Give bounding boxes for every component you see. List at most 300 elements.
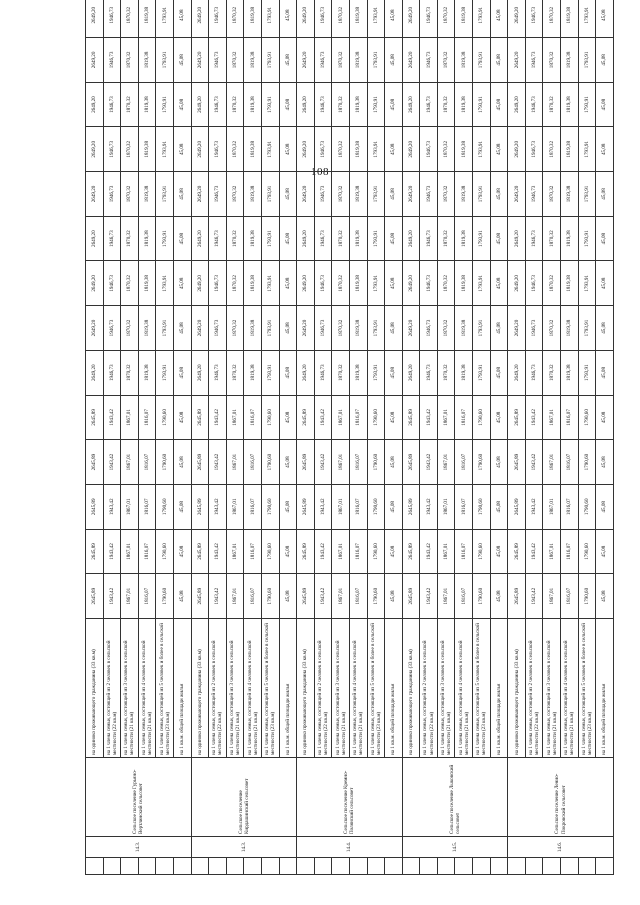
value-cell: 45,08 <box>596 216 614 261</box>
row-description: на 1 члена семьи, состоящей из 3 человек в сельской местности (21 кв.м) <box>226 619 244 758</box>
value-cell: 1946,73 <box>420 350 438 395</box>
value-cell: 1870,32 <box>437 216 455 261</box>
value-cell: 45,08 <box>385 350 403 395</box>
value-cell: 1819,38 <box>244 261 262 306</box>
value-cell: 1946,73 <box>314 127 332 172</box>
value-cell: 1943,42 <box>103 440 121 485</box>
value-cell: 1946,73 <box>103 0 121 38</box>
value-cell: 45,08 <box>596 82 614 127</box>
row-description: на 1 члена семьи, состоящей из 5 человек и более в сельской местности (23 кв.м) <box>156 619 174 758</box>
value-cell: 1819,38 <box>561 127 579 172</box>
value-cell: 1790,60 <box>578 529 596 574</box>
row-description: на одиноко проживающего гражданина (33 кв.м) <box>297 619 315 758</box>
value-cell: 2649,20 <box>508 261 526 306</box>
value-cell: 2649,20 <box>191 216 209 261</box>
value-cell: 1946,73 <box>209 261 227 306</box>
value-cell: 1870,32 <box>543 127 561 172</box>
value-cell: 1793,91 <box>367 127 385 172</box>
value-cell: 1943,42 <box>314 529 332 574</box>
value-cell: 1943,42 <box>103 395 121 440</box>
value-cell: 1870,32 <box>437 306 455 351</box>
value-cell: 1819,38 <box>455 306 473 351</box>
value-cell: 1816,07 <box>455 574 473 619</box>
value-cell: 1819,38 <box>561 0 579 38</box>
value-cell: 1870,32 <box>543 261 561 306</box>
value-cell: 1793,91 <box>473 127 491 172</box>
value-cell: 1870,32 <box>121 38 139 83</box>
tariff-table <box>85 0 614 875</box>
value-cell: 45,08 <box>490 261 508 306</box>
value-cell: 2645,89 <box>86 395 104 440</box>
value-cell: 1816,07 <box>349 440 367 485</box>
margin-cell <box>367 858 385 875</box>
value-cell: 1867,01 <box>437 529 455 574</box>
section-number: 14.4. <box>297 837 403 858</box>
value-cell: 1793,91 <box>473 350 491 395</box>
value-cell: 2645,89 <box>191 395 209 440</box>
row-description: на 1 члена семьи, состоящей из 2 человек в сельской местности (22 кв.м) <box>209 619 227 758</box>
value-cell: 1819,38 <box>561 38 579 83</box>
value-cell: 45,08 <box>596 484 614 529</box>
value-cell: 1819,38 <box>138 0 156 38</box>
value-cell: 2649,20 <box>191 350 209 395</box>
value-cell: 1819,38 <box>244 216 262 261</box>
value-cell: 2649,20 <box>86 82 104 127</box>
section-number: 14.6. <box>508 837 614 858</box>
settlement-name: Сельское поселение Кремно-Полянский сельсовет <box>297 758 403 837</box>
section-number: 14.3. <box>191 837 297 858</box>
value-cell: 1870,32 <box>226 261 244 306</box>
value-cell: 45,08 <box>173 216 191 261</box>
value-cell: 1819,38 <box>349 261 367 306</box>
value-cell: 1870,32 <box>332 172 350 217</box>
value-cell: 1867,01 <box>121 440 139 485</box>
value-cell: 1816,07 <box>244 395 262 440</box>
value-cell: 1819,38 <box>244 0 262 38</box>
value-cell: 1946,73 <box>103 172 121 217</box>
value-cell: 2649,20 <box>508 127 526 172</box>
value-cell: 1946,73 <box>314 350 332 395</box>
value-cell: 1819,38 <box>244 82 262 127</box>
value-cell: 45,08 <box>596 574 614 619</box>
row-description: на 1 кв.м. общей площади жилья <box>279 619 297 758</box>
value-cell: 1790,60 <box>578 440 596 485</box>
value-cell: 2649,20 <box>86 38 104 83</box>
value-cell: 1793,91 <box>261 38 279 83</box>
value-cell: 1819,38 <box>561 172 579 217</box>
value-cell: 45,08 <box>279 216 297 261</box>
value-cell: 1819,38 <box>455 261 473 306</box>
row-description: на 1 члена семьи, состоящей из 5 человек и более в сельской местности (23 кв.м) <box>473 619 491 758</box>
value-cell: 1870,32 <box>437 261 455 306</box>
value-cell: 45,08 <box>490 127 508 172</box>
value-cell: 1867,01 <box>543 529 561 574</box>
value-cell: 1870,32 <box>543 38 561 83</box>
value-cell: 2649,20 <box>297 216 315 261</box>
value-cell: 1867,01 <box>121 574 139 619</box>
value-cell: 1946,73 <box>525 306 543 351</box>
table-row <box>297 0 315 875</box>
value-cell: 45,08 <box>490 38 508 83</box>
value-cell: 1943,42 <box>209 574 227 619</box>
value-cell: 2645,89 <box>508 440 526 485</box>
page-number: 108 <box>311 166 329 178</box>
value-cell: 45,08 <box>279 38 297 83</box>
row-description: на 1 члена семьи, состоящей из 4 человек в сельской местности (21 кв.м) <box>561 619 579 758</box>
value-cell: 1793,91 <box>156 0 174 38</box>
value-cell: 2645,89 <box>508 574 526 619</box>
value-cell: 2645,89 <box>508 529 526 574</box>
row-description: на 1 члена семьи, состоящей из 5 человек и более в сельской местности (23 кв.м) <box>578 619 596 758</box>
row-description: на одиноко проживающего гражданина (33 кв.м) <box>191 619 209 758</box>
row-description: на 1 члена семьи, состоящей из 3 человек в сельской местности (21 кв.м) <box>543 619 561 758</box>
value-cell: 1819,38 <box>138 306 156 351</box>
value-cell: 1946,73 <box>209 306 227 351</box>
value-cell: 1816,07 <box>561 484 579 529</box>
value-cell: 45,08 <box>279 440 297 485</box>
value-cell: 2645,89 <box>297 529 315 574</box>
value-cell: 1943,42 <box>420 395 438 440</box>
value-cell: 1793,91 <box>261 82 279 127</box>
value-cell: 1816,07 <box>349 529 367 574</box>
value-cell: 1870,32 <box>543 306 561 351</box>
value-cell: 2649,20 <box>86 261 104 306</box>
row-description: на одиноко проживающего гражданина (33 кв.м) <box>86 619 104 758</box>
value-cell: 1867,01 <box>121 484 139 529</box>
value-cell: 1819,38 <box>138 82 156 127</box>
row-description: на 1 члена семьи, состоящей из 5 человек и более в сельской местности (23 кв.м) <box>261 619 279 758</box>
table-row <box>279 0 297 875</box>
value-cell: 45,08 <box>279 306 297 351</box>
value-cell: 1867,01 <box>437 484 455 529</box>
value-cell: 1943,42 <box>314 395 332 440</box>
value-cell: 1943,42 <box>209 529 227 574</box>
value-cell: 45,08 <box>385 306 403 351</box>
value-cell: 2649,20 <box>402 38 420 83</box>
margin-cell <box>86 858 104 875</box>
value-cell: 1870,32 <box>332 261 350 306</box>
margin-cell <box>490 858 508 875</box>
value-cell: 1793,91 <box>367 38 385 83</box>
value-cell: 2645,89 <box>402 440 420 485</box>
settlement-name: Сельское поселение Лыковский сельсовет <box>402 758 508 837</box>
value-cell: 45,08 <box>173 440 191 485</box>
row-description: на 1 кв.м. общей площади жилья <box>173 619 191 758</box>
margin-cell <box>508 858 526 875</box>
value-cell: 1819,38 <box>244 350 262 395</box>
margin-cell <box>402 858 420 875</box>
value-cell: 1793,91 <box>473 82 491 127</box>
value-cell: 1943,42 <box>525 440 543 485</box>
value-cell: 45,08 <box>385 261 403 306</box>
value-cell: 1943,42 <box>525 395 543 440</box>
value-cell: 1790,60 <box>578 574 596 619</box>
value-cell: 1793,91 <box>367 350 385 395</box>
margin-cell <box>226 858 244 875</box>
value-cell: 1790,60 <box>578 395 596 440</box>
value-cell: 1793,91 <box>367 82 385 127</box>
value-cell: 1819,38 <box>455 82 473 127</box>
value-cell: 1819,38 <box>455 127 473 172</box>
margin-cell <box>578 858 596 875</box>
value-cell: 1793,91 <box>261 127 279 172</box>
value-cell: 1793,91 <box>578 172 596 217</box>
value-cell: 1946,73 <box>525 38 543 83</box>
value-cell: 2645,89 <box>86 484 104 529</box>
value-cell: 1943,42 <box>209 395 227 440</box>
row-description: на одиноко проживающего гражданина (33 кв.м) <box>402 619 420 758</box>
value-cell: 1793,91 <box>156 38 174 83</box>
value-cell: 45,08 <box>173 529 191 574</box>
value-cell: 1819,38 <box>138 172 156 217</box>
margin-cell <box>103 858 121 875</box>
value-cell: 1819,38 <box>561 350 579 395</box>
value-cell: 45,08 <box>490 172 508 217</box>
value-cell: 1870,32 <box>437 82 455 127</box>
value-cell: 1946,73 <box>420 82 438 127</box>
value-cell: 1943,42 <box>420 440 438 485</box>
value-cell: 1946,73 <box>103 216 121 261</box>
value-cell: 2649,20 <box>86 306 104 351</box>
row-description: на 1 члена семьи, состоящей из 4 человек в сельской местности (21 кв.м) <box>244 619 262 758</box>
value-cell: 45,08 <box>385 127 403 172</box>
margin-cell <box>173 858 191 875</box>
value-cell: 1790,60 <box>156 484 174 529</box>
value-cell: 1943,42 <box>420 574 438 619</box>
value-cell: 1870,32 <box>121 306 139 351</box>
value-cell: 1946,73 <box>314 172 332 217</box>
value-cell: 1946,73 <box>209 82 227 127</box>
value-cell: 1793,91 <box>367 306 385 351</box>
value-cell: 2645,89 <box>402 529 420 574</box>
value-cell: 1943,42 <box>525 484 543 529</box>
value-cell: 2645,89 <box>86 574 104 619</box>
value-cell: 45,08 <box>385 38 403 83</box>
value-cell: 45,08 <box>490 574 508 619</box>
value-cell: 2649,20 <box>86 172 104 217</box>
value-cell: 1793,91 <box>261 172 279 217</box>
value-cell: 1816,07 <box>138 440 156 485</box>
value-cell: 2649,20 <box>191 0 209 38</box>
value-cell: 1867,01 <box>543 484 561 529</box>
value-cell: 2649,20 <box>402 0 420 38</box>
value-cell: 1819,38 <box>349 172 367 217</box>
value-cell: 2649,20 <box>297 127 315 172</box>
table-rotator <box>85 6 608 875</box>
value-cell: 45,08 <box>279 350 297 395</box>
value-cell: 1793,91 <box>261 216 279 261</box>
value-cell: 2649,20 <box>402 306 420 351</box>
value-cell: 2649,20 <box>297 172 315 217</box>
value-cell: 1819,38 <box>138 38 156 83</box>
table-row <box>525 0 543 875</box>
value-cell: 1819,38 <box>455 216 473 261</box>
value-cell: 2645,89 <box>508 484 526 529</box>
value-cell: 1870,32 <box>543 216 561 261</box>
table-row <box>349 0 367 875</box>
value-cell: 1946,73 <box>314 261 332 306</box>
value-cell: 1867,01 <box>226 529 244 574</box>
value-cell: 1870,32 <box>121 261 139 306</box>
value-cell: 2649,20 <box>508 82 526 127</box>
value-cell: 1946,73 <box>420 306 438 351</box>
value-cell: 1867,01 <box>226 484 244 529</box>
value-cell: 1819,38 <box>138 261 156 306</box>
value-cell: 2649,20 <box>402 82 420 127</box>
value-cell: 45,08 <box>279 574 297 619</box>
value-cell: 2649,20 <box>297 0 315 38</box>
table-row <box>473 0 491 875</box>
value-cell: 1943,42 <box>314 440 332 485</box>
table-row <box>209 0 227 875</box>
value-cell: 1870,32 <box>121 82 139 127</box>
value-cell: 1870,32 <box>437 350 455 395</box>
value-cell: 1793,91 <box>261 261 279 306</box>
value-cell: 1793,91 <box>473 38 491 83</box>
settlement-name: Сельское поселение Гурьяно-Вертлинский сельсовет <box>86 758 192 837</box>
value-cell: 2649,20 <box>402 350 420 395</box>
row-description: на 1 члена семьи, состоящей из 3 человек в сельской местности (21 кв.м) <box>437 619 455 758</box>
value-cell: 1870,32 <box>121 216 139 261</box>
value-cell: 1943,42 <box>525 529 543 574</box>
value-cell: 45,08 <box>490 0 508 38</box>
value-cell: 45,08 <box>173 127 191 172</box>
value-cell: 1870,32 <box>437 0 455 38</box>
value-cell: 1943,42 <box>525 574 543 619</box>
value-cell: 2649,20 <box>297 38 315 83</box>
value-cell: 45,08 <box>279 395 297 440</box>
value-cell: 1790,60 <box>261 440 279 485</box>
value-cell: 2645,89 <box>402 484 420 529</box>
value-cell: 45,08 <box>279 261 297 306</box>
value-cell: 1946,73 <box>103 350 121 395</box>
value-cell: 1870,32 <box>332 127 350 172</box>
settlement-name: Сельское поселение Кирдашинский сельсовет <box>191 758 297 837</box>
value-cell: 1946,73 <box>209 38 227 83</box>
value-cell: 45,08 <box>596 38 614 83</box>
value-cell: 45,08 <box>385 529 403 574</box>
value-cell: 1946,73 <box>209 172 227 217</box>
value-cell: 2649,20 <box>402 261 420 306</box>
value-cell: 2649,20 <box>297 306 315 351</box>
row-description: на 1 кв.м. общей площади жилья <box>385 619 403 758</box>
margin-cell <box>279 858 297 875</box>
value-cell: 1870,32 <box>226 350 244 395</box>
value-cell: 1819,38 <box>244 38 262 83</box>
value-cell: 1870,32 <box>332 0 350 38</box>
value-cell: 1793,91 <box>261 0 279 38</box>
margin-cell <box>121 858 139 875</box>
margin-cell <box>437 858 455 875</box>
value-cell: 1793,91 <box>473 0 491 38</box>
value-cell: 2645,89 <box>86 440 104 485</box>
value-cell: 1816,07 <box>455 440 473 485</box>
value-cell: 1870,32 <box>121 0 139 38</box>
value-cell: 45,08 <box>173 38 191 83</box>
value-cell: 45,08 <box>385 216 403 261</box>
value-cell: 1870,32 <box>226 38 244 83</box>
value-cell: 1793,91 <box>367 261 385 306</box>
value-cell: 1870,32 <box>226 216 244 261</box>
value-cell: 1867,01 <box>332 395 350 440</box>
value-cell: 1790,60 <box>473 395 491 440</box>
settlement-name: Сельское поселение Ленио-Покровский сельсовет <box>508 758 614 837</box>
value-cell: 1819,38 <box>244 306 262 351</box>
value-cell: 1793,91 <box>473 172 491 217</box>
margin-cell <box>349 858 367 875</box>
value-cell: 2645,89 <box>297 574 315 619</box>
table-row <box>455 0 473 875</box>
row-description: на 1 члена семьи, состоящей из 2 человек в сельской местности (22 кв.м) <box>525 619 543 758</box>
value-cell: 2645,89 <box>297 484 315 529</box>
margin-cell <box>314 858 332 875</box>
margin-cell <box>525 858 543 875</box>
value-cell: 2645,89 <box>191 440 209 485</box>
value-cell: 1793,91 <box>473 306 491 351</box>
value-cell: 1793,91 <box>156 127 174 172</box>
value-cell: 1819,38 <box>561 306 579 351</box>
value-cell: 45,08 <box>173 484 191 529</box>
value-cell: 1867,01 <box>226 574 244 619</box>
value-cell: 2649,20 <box>297 82 315 127</box>
value-cell: 1867,01 <box>332 484 350 529</box>
value-cell: 1790,60 <box>261 395 279 440</box>
value-cell: 1816,07 <box>561 529 579 574</box>
value-cell: 1870,32 <box>437 127 455 172</box>
value-cell: 45,08 <box>279 172 297 217</box>
row-description: на 1 члена семьи, состоящей из 4 человек в сельской местности (21 кв.м) <box>349 619 367 758</box>
value-cell: 1793,91 <box>156 216 174 261</box>
value-cell: 1793,91 <box>261 350 279 395</box>
value-cell: 45,08 <box>385 172 403 217</box>
row-description: на 1 члена семьи, состоящей из 3 человек в сельской местности (21 кв.м) <box>332 619 350 758</box>
rotated-table-sheet <box>85 6 608 875</box>
value-cell: 45,08 <box>279 127 297 172</box>
table-row <box>226 0 244 875</box>
value-cell: 1870,32 <box>332 216 350 261</box>
value-cell: 1870,32 <box>226 172 244 217</box>
value-cell: 45,08 <box>173 172 191 217</box>
table-row <box>314 0 332 875</box>
value-cell: 1819,38 <box>455 38 473 83</box>
value-cell: 45,08 <box>385 440 403 485</box>
value-cell: 45,08 <box>385 484 403 529</box>
value-cell: 1943,42 <box>103 529 121 574</box>
table-row <box>543 0 561 875</box>
margin-cell <box>191 858 209 875</box>
value-cell: 1943,42 <box>314 484 332 529</box>
value-cell: 45,08 <box>490 216 508 261</box>
value-cell: 1816,07 <box>138 574 156 619</box>
margin-cell <box>261 858 279 875</box>
value-cell: 1819,38 <box>349 82 367 127</box>
table-row <box>402 0 420 875</box>
value-cell: 1819,38 <box>561 261 579 306</box>
value-cell: 45,08 <box>385 395 403 440</box>
value-cell: 45,08 <box>385 574 403 619</box>
table-row <box>86 0 104 875</box>
value-cell: 45,08 <box>490 484 508 529</box>
table-row <box>332 0 350 875</box>
value-cell: 1946,73 <box>103 306 121 351</box>
value-cell: 1867,01 <box>332 574 350 619</box>
value-cell: 1793,91 <box>367 216 385 261</box>
value-cell: 2645,89 <box>402 395 420 440</box>
value-cell: 1790,60 <box>473 529 491 574</box>
value-cell: 45,08 <box>596 0 614 38</box>
row-description: на 1 кв.м. общей площади жилья <box>596 619 614 758</box>
value-cell: 2645,89 <box>297 395 315 440</box>
